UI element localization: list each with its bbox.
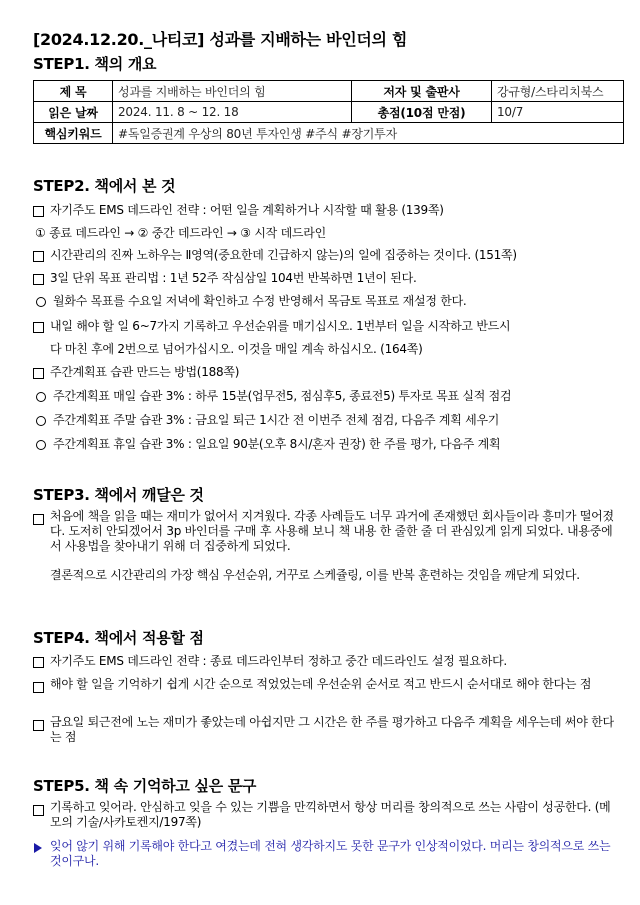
step3-paragraph-2: 결론적으로 시간관리의 가장 핵심 우선순위, 거꾸로 스케쥴링, 이를 반복 훈련하는 것임을 깨닫게 되었다. — [50, 568, 580, 582]
step2-line-deadlines: ① 종료 데드라인 → ② 중간 데드라인 → ③ 시작 데드라인 — [35, 226, 326, 240]
author-label: 저자 및 출판사 — [352, 81, 492, 102]
step3-heading: STEP3. 책에서 깨달은 것 — [33, 486, 204, 504]
step2-heading: STEP2. 책에서 본 것 — [33, 177, 176, 195]
checkbox-icon — [33, 322, 44, 333]
step2-line-time-mgmt: 시간관리의 진짜 노하우는 Ⅱ영역(중요한데 긴급하지 않는)의 일에 집중하는 것이다. (151쪽) — [50, 248, 517, 262]
step5-quote: 기록하고 잊어라. 안심하고 잊을 수 있는 기쁨을 만끽하면서 항상 머리를 창의적으로 쓰는 사람이 성공한다. (메모의 기술/사카토켄지/197쪽) — [50, 800, 611, 829]
title-value: 성과를 지배하는 바인더의 힘 — [113, 81, 352, 102]
table-row — [34, 81, 624, 102]
author-value: 강규형/스타리치북스 — [492, 81, 624, 102]
step4-paragraph-order: 해야 할 일을 기억하기 쉽게 시간 순으로 적었었는데 우선순위 순서로 적고 반드시 순서대로 해야 한다는 점 — [50, 677, 592, 691]
circle-bullet-icon — [36, 392, 46, 402]
step2-line-holiday-habit: 주간계획표 휴일 습관 3% : 일요일 90분(오후 8시/혼자 권장) 한 주를 평가, 다음주 계획 — [53, 437, 501, 451]
arrow-bullet-icon — [34, 843, 42, 853]
step4-paragraph-friday: 금요일 퇴근전에 노는 재미가 좋았는데 아쉽지만 그 시간은 한 주를 평가하고 다음주 계획을 세우는데 써야 한다는 점 — [50, 715, 614, 744]
keyword-value: #독일증권계 우상의 80년 투자인생 #주식 #장기투자 — [113, 123, 624, 144]
checkbox-icon — [33, 720, 44, 731]
circle-bullet-icon — [36, 416, 46, 426]
keyword-label: 핵심키워드 — [34, 123, 113, 144]
step3-paragraph-1: 처음에 책을 읽을 때는 재미가 없어서 지겨웠다. 각종 사례들도 너무 과거에 존재했던 회사들이라 흥미가 떨어졌다. 도저히 안되겠어서 3p 바인더를 구매 후 사용해 보니 책 내용 한 줄한 줄 더 관심있게 읽게 되었다. 내용중에서 사용법을 찾아내기 위해 더 집중하게 되었다. — [50, 509, 614, 553]
step1-heading: STEP1. 책의 개요 — [33, 55, 157, 73]
checkbox-icon — [33, 514, 44, 525]
step4-line-ems: 자기주도 EMS 데드라인 전략 : 종료 데드라인부터 정하고 중간 데드라인도 설정 필요하다. — [50, 654, 508, 668]
checkbox-icon — [33, 206, 44, 217]
circle-bullet-icon — [36, 297, 46, 307]
date-label: 읽은 날짜 — [34, 102, 113, 123]
title-label: 제 목 — [34, 81, 113, 102]
checkbox-icon — [33, 274, 44, 285]
document-title: [2024.12.20._나티코] 성과를 지배하는 바인더의 힘 — [33, 30, 408, 49]
table-row — [34, 102, 624, 123]
step5-heading: STEP5. 책 속 기억하고 싶은 문구 — [33, 777, 257, 795]
checkbox-icon — [33, 805, 44, 816]
step2-line-ems: 자기주도 EMS 데드라인 전략 : 어떤 일을 계획하거나 시작할 때 활용 (139쪽) — [50, 203, 444, 217]
checkbox-icon — [33, 368, 44, 379]
step2-line-priorities-a: 내일 해야 할 일 6~7가지 기록하고 우선순위를 매기십시오. 1번부터 일을 시작하고 반드시 — [50, 319, 511, 333]
step2-line-daily-habit: 주간계획표 매일 습관 3% : 하루 15분(업무전5, 점심후5, 종료전5) 투자로 목표 실적 점검 — [53, 389, 512, 403]
step5-reflection: 잊어 않기 위해 기록해야 한다고 여겼는데 전혀 생각하지도 못한 문구가 인상적이었다. 머리는 창의적으로 쓰는 것이구나. — [50, 839, 611, 868]
step2-line-3day: 3일 단위 목표 관리법 : 1년 52주 작심삼일 104번 반복하면 1년이 된다. — [50, 271, 417, 285]
book-info-table — [33, 80, 624, 144]
circle-bullet-icon — [36, 440, 46, 450]
score-label: 총점(10점 만점) — [352, 102, 492, 123]
step4-heading: STEP4. 책에서 적용할 점 — [33, 629, 204, 647]
checkbox-icon — [33, 657, 44, 668]
table-row — [34, 123, 624, 144]
checkbox-icon — [33, 682, 44, 693]
step2-line-weekly-plan: 주간계획표 습관 만드는 방법(188쪽) — [50, 365, 240, 379]
score-value: 10/7 — [492, 102, 624, 123]
checkbox-icon — [33, 251, 44, 262]
step2-line-priorities-b: 다 마친 후에 2번으로 넘어가십시오. 이것을 매일 계속 하십시오. (164쪽) — [50, 342, 423, 356]
step2-line-weekly-reset: 월화수 목표를 수요일 저녁에 확인하고 수정 반영해서 목금토 목표로 재설정 한다. — [53, 294, 467, 308]
step2-line-weekend-habit: 주간계획표 주말 습관 3% : 금요일 퇴근 1시간 전 이번주 전체 점검, 다음주 계획 세우기 — [53, 413, 500, 427]
date-value: 2024. 11. 8 ~ 12. 18 — [113, 102, 352, 123]
